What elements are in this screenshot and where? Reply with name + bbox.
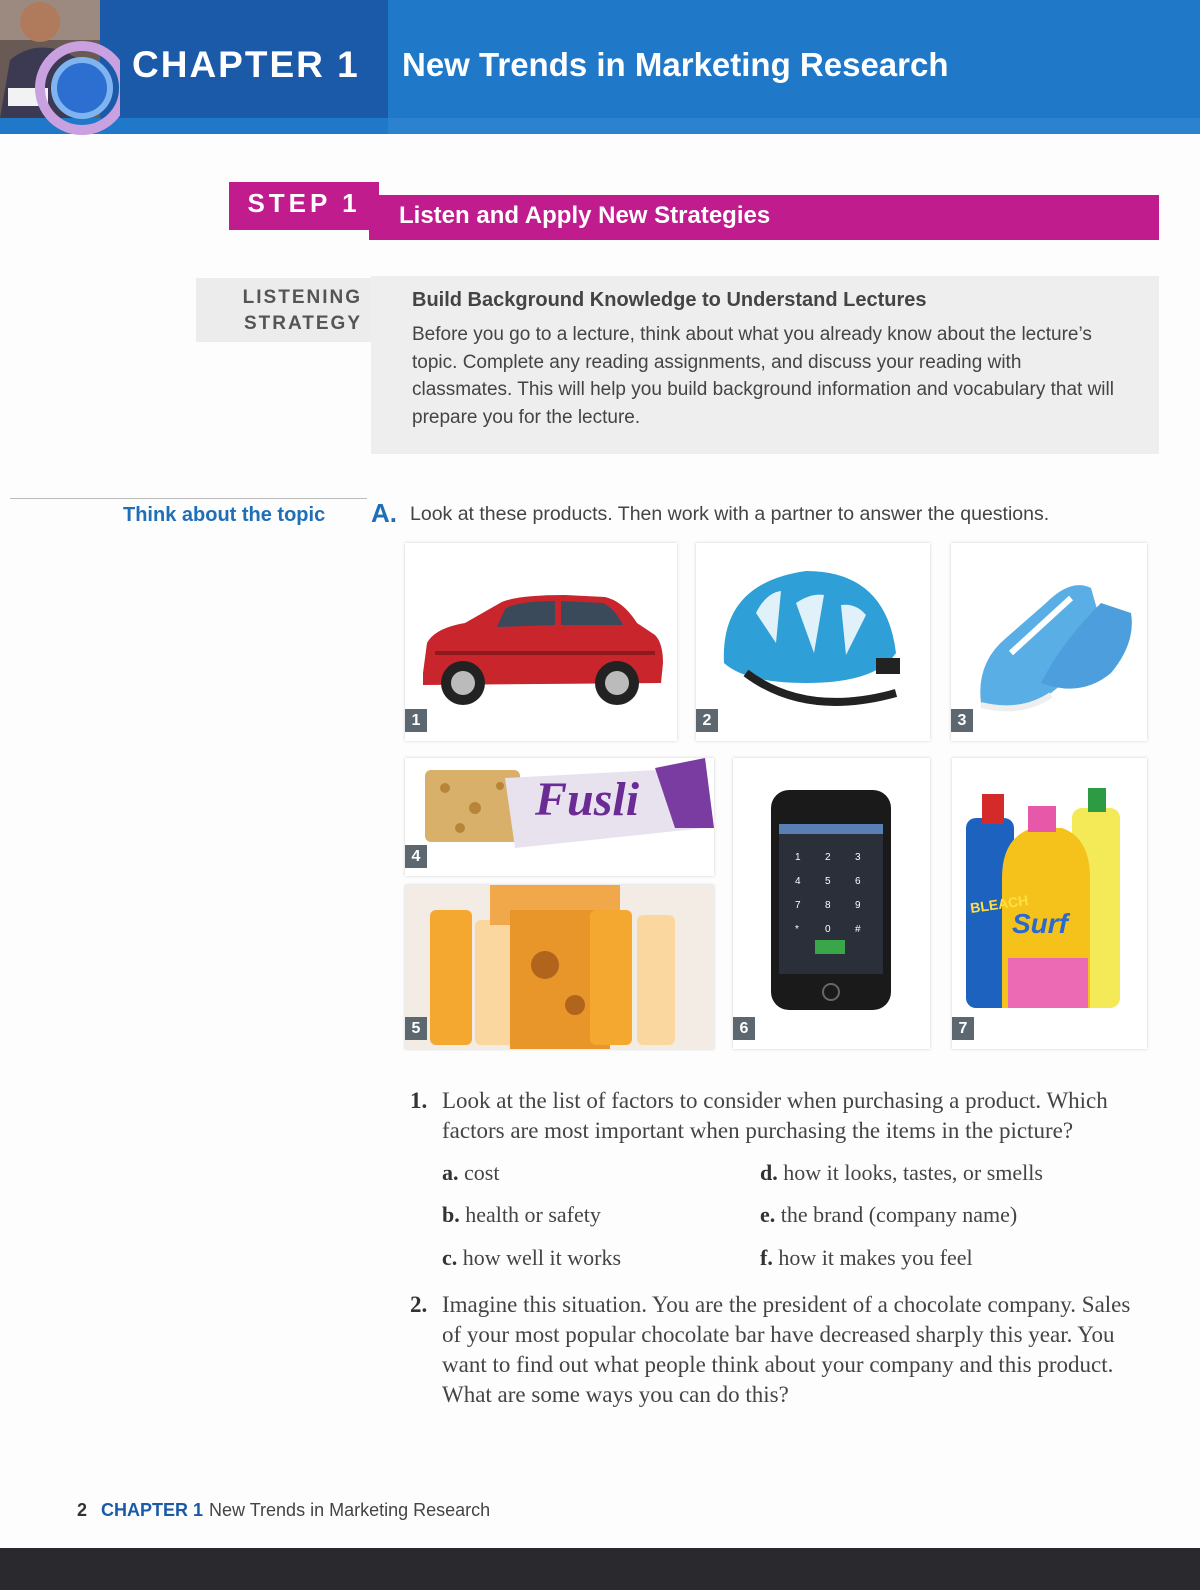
side-label: Think about the topic [123,504,326,526]
activity-letter: A. [371,498,397,528]
photo-tile-3 [951,543,1147,741]
svg-text:7: 7 [795,900,801,911]
helmet-image [696,543,930,741]
page-footer [77,1500,490,1521]
photo-number-7: 7 [952,1017,974,1040]
option-a: a. cost [442,1160,500,1185]
photo-tile-4 [405,758,714,876]
student-photo-image [0,0,120,140]
svg-text:5: 5 [825,876,831,887]
chapter-title: New Trends in Marketing Research [402,46,949,83]
activity-instruction: Look at these products. Then work with a partner to answer the questions. [410,503,1050,525]
photo-tile-5 [405,885,714,1049]
step-label: STEP 1 [229,182,379,230]
option-b: b. health or safety [442,1202,601,1227]
sneakers-image [951,543,1147,741]
snack-brand-text: Fusli [535,773,640,826]
strategy-label [196,285,362,337]
question-1-text: Look at the list of factors to consider when purchasing a product. Which factors are most important when purchasing the items in the picture? [442,1088,1108,1143]
bottom-dark-strip [0,1548,1200,1590]
svg-text:2: 2 [825,852,831,863]
footer-chapter-label: CHAPTER 1 [101,1500,204,1520]
footer-chapter-title: New Trends in Marketing Research [209,1500,491,1520]
svg-text:4: 4 [795,876,801,887]
chapter-label: CHAPTER 1 [132,44,360,85]
svg-text:3: 3 [855,852,861,863]
question-2-number: 2. [410,1292,428,1317]
strategy-heading: Build Background Knowledge to Understand Lectures [412,289,927,311]
strategy-body: Before you go to a lecture, think about what you already know about the lecture’s topic. Complete any reading assignments, and discuss your reading with classmates. This will help you build background information and vocabulary that will prepare you for the lecture. [412,324,1114,428]
side-divider [10,498,367,499]
svg-text:0: 0 [825,924,831,935]
photo-number-6: 6 [733,1017,755,1040]
photo-tile-2 [696,543,930,741]
chapter-header-accent-line [388,118,1200,134]
car-image [405,543,677,741]
photo-number-5: 5 [405,1017,427,1040]
option-d: d. how it looks, tastes, or smells [760,1160,1043,1185]
question-1-number: 1. [410,1088,428,1113]
phone-image [733,758,930,1049]
photo-tile-7 [952,758,1147,1049]
svg-text:1: 1 [795,852,801,863]
option-c: c. how well it works [442,1245,622,1270]
option-f: f. how it makes you feel [760,1245,973,1270]
svg-text:*: * [795,924,799,935]
page-number: 2 [77,1500,88,1520]
strategy-label-line-1: LISTENING [242,287,362,308]
photo-number-3: 3 [951,709,973,732]
step-title: Listen and Apply New Strategies [399,202,771,229]
photo-number-4: 4 [405,845,427,868]
svg-text:6: 6 [855,876,861,887]
bath-products-image [405,885,714,1049]
question-2-text: Imagine this situation. You are the president of a chocolate company. Sales of your most popular chocolate bar have decreased sharply this year. You want to find out what people think about your company and this product. What are some ways you can do this? [442,1292,1131,1407]
bleach-label-text: BLEACH [969,892,1030,916]
detergent-brand-text: Surf [1012,908,1068,939]
svg-text:9: 9 [855,900,861,911]
svg-text:#: # [855,924,861,935]
photo-tile-6 [733,758,930,1049]
strategy-label-line-2: STRATEGY [243,313,362,334]
option-e: e. the brand (company name) [760,1202,1018,1227]
photo-number-1: 1 [405,709,427,732]
svg-text:8: 8 [825,900,831,911]
photo-number-2: 2 [696,709,718,732]
photo-tile-1 [405,543,677,741]
